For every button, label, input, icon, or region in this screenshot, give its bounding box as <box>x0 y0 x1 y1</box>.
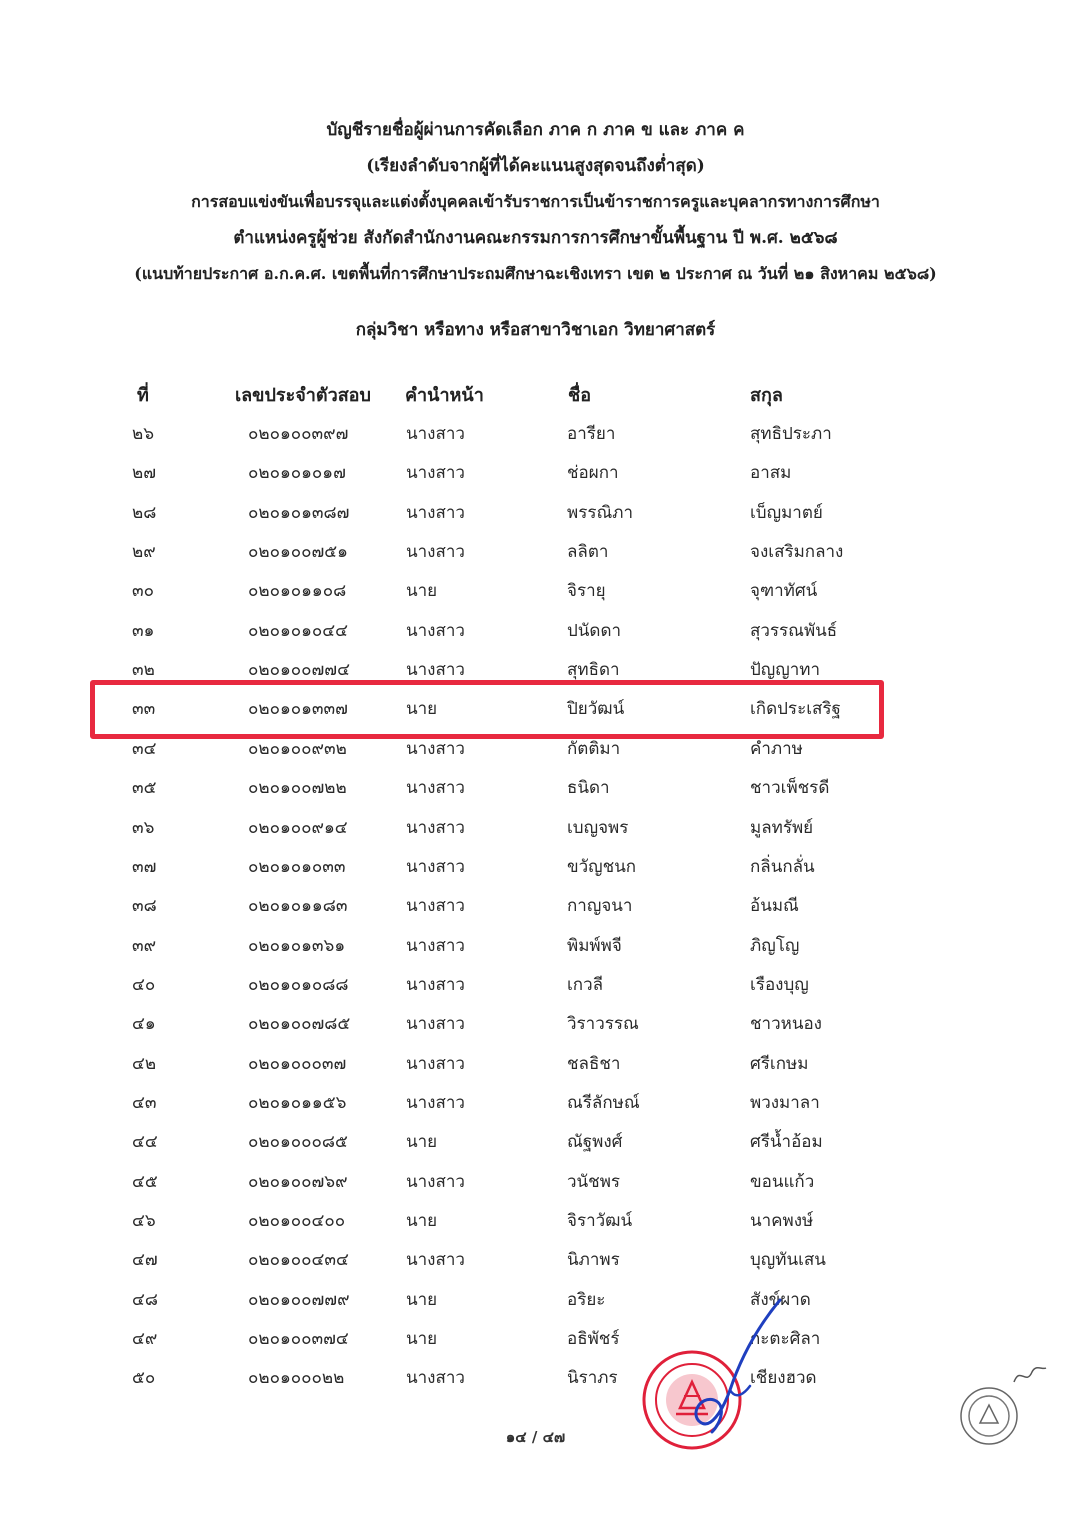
table-row <box>0 1246 1071 1285</box>
name-prefix: นางสาว <box>406 778 465 799</box>
first-name: เบญจพร <box>567 817 629 838</box>
exam-id: ๐๒๐๑๐๑๐๓๓ <box>248 856 346 877</box>
name-prefix: นางสาว <box>406 620 465 641</box>
row-number: ๔๑ <box>132 1014 156 1035</box>
first-name: วนัชพร <box>567 1171 621 1192</box>
table-row <box>0 1364 1071 1403</box>
table-row <box>0 774 1071 813</box>
exam-id: ๐๒๐๑๐๐๙๓๒ <box>248 738 347 759</box>
table-row <box>0 617 1071 656</box>
first-name: ปิยวัฒน์ <box>567 699 625 720</box>
name-prefix: นางสาว <box>406 1092 465 1113</box>
name-prefix: นาย <box>406 1329 438 1350</box>
row-number: ๔๗ <box>132 1250 158 1271</box>
row-number: ๔๒ <box>132 1053 157 1074</box>
last-name: สุวรรณพันธ์ <box>750 620 838 641</box>
exam-id: ๐๒๐๑๐๑๐๔๔ <box>248 620 349 641</box>
row-number: ๒๗ <box>132 463 156 484</box>
document-header <box>0 112 1071 292</box>
name-prefix: นางสาว <box>406 542 465 563</box>
first-name: จิรายุ <box>567 581 606 602</box>
first-name: นิภาพร <box>567 1250 620 1271</box>
exam-id: ๐๒๐๑๐๐๗๒๒ <box>248 778 347 799</box>
row-number: ๓๑ <box>132 620 155 641</box>
first-name: เกวลี <box>567 974 604 995</box>
first-name: พรรณิภา <box>567 502 633 523</box>
last-name: มูลทรัพย์ <box>750 817 814 838</box>
exam-id: ๐๒๐๑๐๐๓๗๔ <box>248 1329 349 1350</box>
name-prefix: นางสาว <box>406 935 465 956</box>
last-name: จงเสริมกลาง <box>750 542 844 563</box>
exam-id: ๐๒๐๑๐๐๗๖๙ <box>248 1171 348 1192</box>
table-row <box>0 735 1071 774</box>
header-sort-note: (เรียงลำดับจากผู้ที่ได้คะแนนสูงสุดจนถึงต่ำสุด) <box>366 156 705 176</box>
exam-id: ๐๒๐๑๐๐๙๑๔ <box>248 817 348 838</box>
name-prefix: นาย <box>406 581 438 602</box>
last-name: ภิญโญ <box>750 935 800 956</box>
first-name: อารียา <box>567 424 616 444</box>
first-name: วิราวรรณ <box>567 1014 639 1035</box>
row-number: ๓๖ <box>132 817 155 838</box>
exam-id: ๐๒๐๑๐๐๓๙๗ <box>248 424 349 444</box>
first-name: ลลิตา <box>567 542 609 563</box>
first-name: สุทธิดา <box>567 660 620 681</box>
exam-id: ๐๒๐๑๐๐๗๘๕ <box>248 1014 351 1035</box>
row-number: ๔๖ <box>132 1211 156 1231</box>
table-row <box>0 577 1071 616</box>
last-name: สุทธิประภา <box>750 424 832 444</box>
header-title: บัญชีรายชื่อผู้ผ่านการคัดเลือก ภาค ก ภาค ข และ ภาค ค <box>326 120 745 140</box>
table-row <box>0 499 1071 538</box>
last-name: เรืองบุญ <box>750 974 809 995</box>
first-name: ณัฐพงศ์ <box>567 1132 623 1153</box>
exam-id: ๐๒๐๑๐๐๔๐๐ <box>248 1211 346 1231</box>
last-name: ชาวหนอง <box>750 1014 822 1035</box>
last-name: ขอนแก้ว <box>750 1171 815 1192</box>
exam-id: ๐๒๐๑๐๑๑๐๘ <box>248 581 347 602</box>
name-prefix: นางสาว <box>406 817 465 838</box>
exam-id: ๐๒๐๑๐๑๑๘๓ <box>248 896 348 917</box>
first-name: กัตติมา <box>567 738 621 759</box>
table-row <box>0 1168 1071 1207</box>
last-name: ศรีน้ำอ้อม <box>750 1132 823 1153</box>
table-row <box>0 1010 1071 1049</box>
table-row <box>0 420 1071 459</box>
name-prefix: นางสาว <box>406 1368 465 1389</box>
first-name: นิราภร <box>567 1368 618 1389</box>
last-name: สังข์ผาด <box>750 1289 811 1310</box>
row-number: ๔๕ <box>132 1171 158 1192</box>
table-row <box>0 971 1071 1010</box>
exam-id: ๐๒๐๑๐๐๐๓๗ <box>248 1053 347 1074</box>
first-name: ธนิดา <box>567 778 610 799</box>
row-number: ๓๘ <box>132 896 157 917</box>
initials-icon <box>1010 1360 1050 1390</box>
last-name: คำภาษ <box>750 738 803 759</box>
table-row <box>0 853 1071 892</box>
exam-id: ๐๒๐๑๐๐๗๕๑ <box>248 542 348 563</box>
row-number: ๔๓ <box>132 1092 157 1113</box>
column-header-last-name: สกุล <box>750 385 783 406</box>
last-name: กะตะศิลา <box>750 1329 821 1350</box>
table-row <box>0 1128 1071 1167</box>
column-header-first-name: ชื่อ <box>568 385 592 406</box>
exam-id: ๐๒๐๑๐๑๐๘๘ <box>248 974 349 995</box>
name-prefix: นาย <box>406 1289 438 1310</box>
column-header-no: ที่ <box>137 385 149 406</box>
name-prefix: นางสาว <box>406 896 465 917</box>
first-name: อริยะ <box>567 1289 606 1310</box>
last-name: นาคพงษ์ <box>750 1211 814 1231</box>
row-number: ๓๔ <box>132 738 157 759</box>
name-prefix: นางสาว <box>406 1250 465 1271</box>
name-prefix: นางสาว <box>406 1171 465 1192</box>
row-number: ๓๗ <box>132 856 157 877</box>
subject-heading: กลุ่มวิชา หรือทาง หรือสาขาวิชาเอก วิทยาศาสตร์ <box>355 320 716 340</box>
small-seal-icon <box>958 1385 1020 1447</box>
row-number: ๒๘ <box>132 502 157 523</box>
last-name: เกิดประเสริฐ <box>750 699 841 720</box>
table-row <box>0 538 1071 577</box>
name-prefix: นางสาว <box>406 502 465 523</box>
exam-id: ๐๒๐๑๐๑๓๘๗ <box>248 502 350 523</box>
table-row <box>0 892 1071 931</box>
name-prefix: นาย <box>406 1132 438 1153</box>
header-position: ตำแหน่งครูผู้ช่วย สังกัดสำนักงานคณะกรรมการการศึกษาขั้นพื้นฐาน ปี พ.ศ. ๒๕๖๘ <box>233 228 838 248</box>
first-name: จิราวัฒน์ <box>567 1211 633 1231</box>
name-prefix: นางสาว <box>406 1053 465 1074</box>
row-number: ๒๖ <box>132 424 154 444</box>
table-row <box>0 1050 1071 1089</box>
table-row <box>0 459 1071 498</box>
row-number: ๒๙ <box>132 542 156 563</box>
exam-id: ๐๒๐๑๐๑๑๕๖ <box>248 1092 347 1113</box>
name-prefix: นางสาว <box>406 856 465 877</box>
first-name: อธิพัชร์ <box>567 1329 620 1350</box>
row-number: ๔๘ <box>132 1289 158 1310</box>
exam-id: ๐๒๐๑๐๐๐๒๒ <box>248 1368 345 1389</box>
name-prefix: นาย <box>406 1211 438 1231</box>
table-row <box>0 814 1071 853</box>
first-name: ชลธิชา <box>567 1053 621 1074</box>
last-name: ชาวเพ็ชรดี <box>750 778 830 799</box>
exam-id: ๐๒๐๑๐๑๓๖๑ <box>248 935 346 956</box>
row-number: ๓๓ <box>132 699 156 720</box>
row-number: ๕๐ <box>132 1368 156 1389</box>
name-prefix: นางสาว <box>406 424 465 444</box>
name-prefix: นางสาว <box>406 1014 465 1035</box>
last-name: ปัญญาทา <box>750 660 821 681</box>
name-prefix: นาย <box>406 699 438 720</box>
last-name: กลิ่นกลั่น <box>750 856 815 877</box>
exam-id: ๐๒๐๑๐๐๔๓๔ <box>248 1250 349 1271</box>
last-name: บุญทันเสน <box>750 1250 826 1271</box>
row-number: ๔๔ <box>132 1132 158 1153</box>
exam-id: ๐๒๐๑๐๑๐๑๗ <box>248 463 346 484</box>
exam-id: ๐๒๐๑๐๐๗๗๔ <box>248 660 350 681</box>
table-row <box>0 1325 1071 1364</box>
row-number: ๓๐ <box>132 581 154 602</box>
first-name: ช่อผกา <box>567 463 619 484</box>
column-header-exam-id: เลขประจำตัวสอบ <box>235 385 371 406</box>
signature-icon <box>660 1290 800 1450</box>
exam-id: ๐๒๐๑๐๑๓๓๗ <box>248 699 348 720</box>
table-row <box>0 1207 1071 1246</box>
first-name: ณรีลักษณ์ <box>567 1092 640 1113</box>
last-name: ศรีเกษม <box>750 1053 809 1074</box>
name-prefix: นางสาว <box>406 738 465 759</box>
row-number: ๔๙ <box>132 1329 158 1350</box>
column-header-title: คำนำหน้า <box>405 385 484 406</box>
name-prefix: นางสาว <box>406 974 465 995</box>
table-row <box>0 1286 1071 1325</box>
first-name: กาญจนา <box>567 896 633 917</box>
row-number: ๓๙ <box>132 935 157 956</box>
name-prefix: นางสาว <box>406 660 465 681</box>
row-number: ๓๕ <box>132 778 157 799</box>
first-name: พิมพ์พจี <box>567 935 622 956</box>
header-announcement-ref: (แนบท้ายประกาศ อ.ก.ค.ศ. เขตพื้นที่การศึกษาประถมศึกษาฉะเชิงเทรา เขต ๒ ประกาศ ณ วันที่ ๒๑ สิงหาคม ๒๕๖๘) <box>134 264 937 283</box>
last-name: อาสม <box>750 463 792 484</box>
exam-id: ๐๒๐๑๐๐๗๗๙ <box>248 1289 350 1310</box>
exam-id: ๐๒๐๑๐๐๐๘๕ <box>248 1132 348 1153</box>
first-name: ปนัดดา <box>567 620 622 641</box>
row-number: ๓๒ <box>132 660 155 681</box>
name-prefix: นางสาว <box>406 463 465 484</box>
first-name: ขวัญชนก <box>567 856 637 877</box>
last-name: เบ็ญมาตย์ <box>750 502 823 523</box>
page-number: ๑๔ / ๔๗ <box>505 1428 566 1446</box>
row-number: ๔๐ <box>132 974 156 995</box>
last-name: เชียงฮวด <box>750 1368 817 1389</box>
table-row <box>0 932 1071 971</box>
header-exam-title: การสอบแข่งขันเพื่อบรรจุและแต่งตั้งบุคคลเข้ารับราชการเป็นข้าราชการครูและบุคลากรทางการศึกษา <box>191 192 880 211</box>
highlight-box <box>90 680 884 739</box>
last-name: อ้นมณี <box>750 896 799 917</box>
last-name: พวงมาลา <box>750 1092 820 1113</box>
table-row <box>0 1089 1071 1128</box>
last-name: จุฑาทัศน์ <box>750 581 818 602</box>
